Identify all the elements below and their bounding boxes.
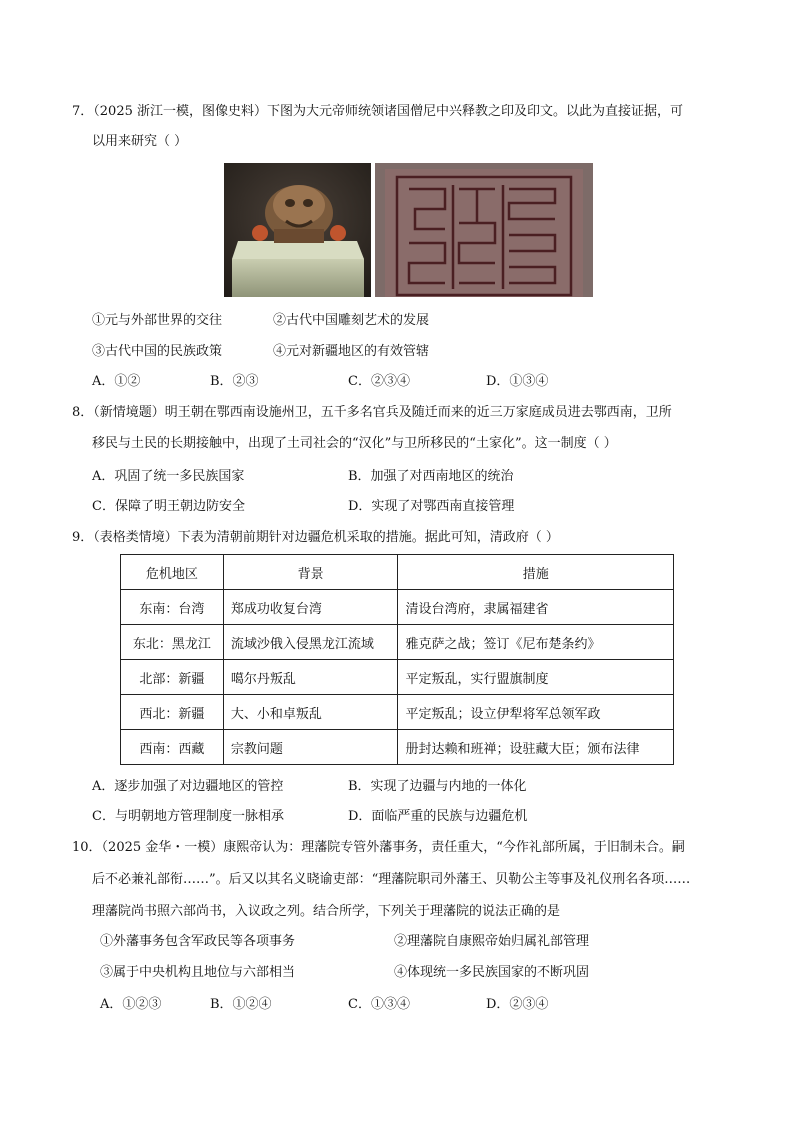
seal-photo: [224, 163, 371, 297]
q7-stem-line2: 以用来研究（ ）: [92, 134, 188, 149]
q10-stem-line2: 后不必兼礼部衔……”。后又以其名义晓谕吏部：“理藩院职司外藩王、贝勒公主等事及礼仪刑名各项……: [92, 872, 691, 887]
q10-statement-3: ③属于中央机构且地位与六部相当: [100, 965, 296, 980]
table-cell: 西南：西藏: [121, 730, 224, 765]
q7-option-d: D．①③④: [486, 374, 549, 389]
table-cell: 西北：新疆: [121, 695, 224, 730]
q9-stem: 9．（表格类情境）下表为清朝前期针对边疆危机采取的措施。据此可知，清政府（ ）: [72, 530, 559, 545]
table-cell: 大、小和卓叛乱: [223, 695, 398, 730]
table-cell: 雅克萨之战；签订《尼布楚条约》: [398, 625, 674, 660]
table-cell: 平定叛乱；设立伊犁将军总领军政: [398, 695, 674, 730]
table-cell: 东北：黑龙江: [121, 625, 224, 660]
table-cell: 东南：台湾: [121, 590, 224, 625]
table-cell: 北部：新疆: [121, 660, 224, 695]
q7-statement-3: ③古代中国的民族政策: [92, 344, 223, 359]
q10-option-d: D．②③④: [486, 997, 549, 1012]
q7-statement-1: ①元与外部世界的交往: [92, 313, 223, 328]
table-cell: 郑成功收复台湾: [223, 590, 398, 625]
q10-statement-4: ④体现统一多民族国家的不断巩固: [394, 965, 590, 980]
q8-stem-line1: 8．（新情境题）明王朝在鄂西南设施州卫，五千多名官兵及随迁而来的近三万家庭成员进去鄂西南，卫所: [72, 405, 672, 420]
q8-option-c: C．保障了明王朝边防安全: [92, 499, 245, 514]
table-header-cell: 背景: [223, 555, 398, 590]
q8-stem-line2: 移民与土民的长期接触中，出现了土司社会的“汉化”与卫所移民的“土家化”。这一制度（ ）: [92, 436, 617, 451]
table-header-cell: 危机地区: [121, 555, 224, 590]
q10-option-c: C．①③④: [348, 997, 410, 1012]
q9-option-d: D．面临严重的民族与边疆危机: [348, 809, 528, 824]
q9-option-c: C．与明朝地方管理制度一脉相承: [92, 809, 284, 824]
table-row: [121, 730, 674, 765]
q10-option-b: B．①②④: [210, 997, 272, 1012]
q7-option-c: C．②③④: [348, 374, 410, 389]
table-header-row: [121, 555, 674, 590]
q8-option-a: A．巩固了统一多民族国家: [92, 469, 245, 484]
q9-option-a: A．逐步加强了对边疆地区的管控: [92, 779, 284, 794]
q7-statement-2: ②古代中国雕刻艺术的发展: [273, 313, 430, 328]
table-cell: 宗教问题: [223, 730, 398, 765]
table-cell: 平定叛乱，实行盟旗制度: [398, 660, 674, 695]
q7-option-a: A．①②: [92, 374, 141, 389]
q8-option-b: B．加强了对西南地区的统治: [348, 469, 514, 484]
q10-statement-1: ①外藩事务包含军政民等各项事务: [100, 934, 296, 949]
q8-option-d: D．实现了对鄂西南直接管理: [348, 499, 515, 514]
table-row: [121, 660, 674, 695]
table-header-cell: 措施: [398, 555, 674, 590]
q10-statement-2: ②理藩院自康熙帝始归属礼部管理: [394, 934, 590, 949]
q7-stem-line1: 7．（2025 浙江一模，图像史料）下图为大元帝师统领诸国僧尼中兴释教之印及印文。以此为直接证据，可: [72, 104, 683, 119]
table-cell: 噶尔丹叛乱: [223, 660, 398, 695]
q9-option-b: B．实现了边疆与内地的一体化: [348, 779, 527, 794]
q10-stem-line3: 理藩院尚书照六部尚书，入议政之列。结合所学，下列关于理藩院的说法正确的是: [92, 904, 561, 919]
table-row: [121, 695, 674, 730]
q10-option-a: A．①②③: [100, 997, 162, 1012]
q7-statement-4: ④元对新疆地区的有效管辖: [273, 344, 430, 359]
q10-stem-line1: 10．（2025 金华・一模）康熙帝认为：理藩院专管外藩事务，责任重大，“今作礼部所属，于旧制未合。嗣: [72, 840, 685, 855]
border-measures-table: [120, 554, 674, 765]
seal-imprint-photo: [375, 163, 593, 297]
q7-option-b: B．②③: [210, 374, 259, 389]
table-cell: 册封达赖和班禅；设驻藏大臣；颁布法律: [398, 730, 674, 765]
table-cell: 清设台湾府，隶属福建省: [398, 590, 674, 625]
table-cell: 流域沙俄入侵黑龙江流域: [223, 625, 398, 660]
table-row: [121, 625, 674, 660]
table-row: [121, 590, 674, 625]
